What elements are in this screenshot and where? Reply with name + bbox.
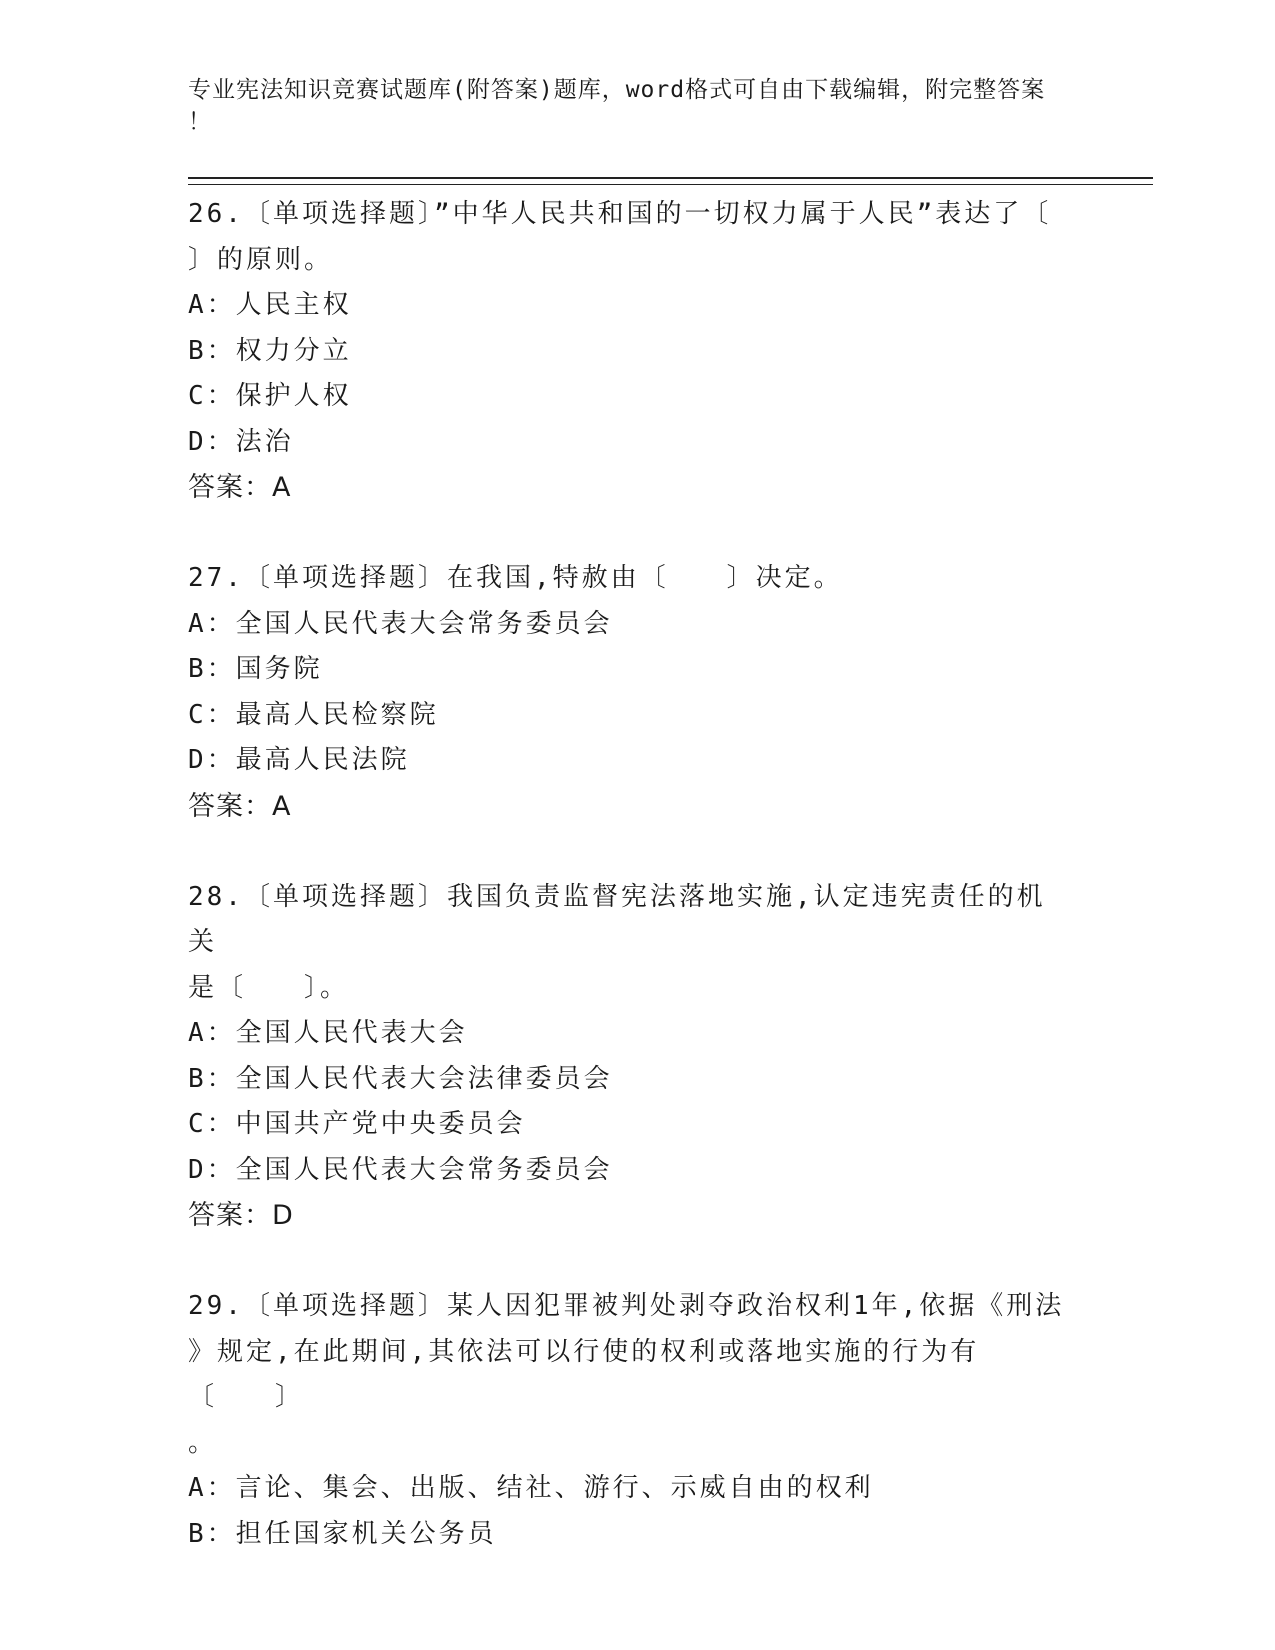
question-stem-line: 29.〔单项选择题〕某人因犯罪被判处剥夺政治权利1年,依据《刑法 [188,1291,1065,1321]
option-b: B：全国人民代表大会法律委员会 [188,1063,613,1094]
option-d: D：法治 [188,426,294,457]
question-stem-line: 〕的原则。 [188,244,334,275]
question-list [188,192,1068,1557]
question-spacer [188,511,1068,557]
option-a: A：全国人民代表大会常务委员会 [188,608,613,639]
answer-line: 答案：A [188,472,292,503]
option-c: C：最高人民检察院 [188,699,439,730]
option-d: D：全国人民代表大会常务委员会 [188,1154,613,1185]
option-b: B：国务院 [188,654,323,684]
option-a: A：人民主权 [188,290,352,320]
option-b: B：权力分立 [188,335,352,366]
header-divider-thin [188,184,1153,185]
question-26 [188,192,1068,511]
question-stem-line: 28.〔单项选择题〕我国负责监督宪法落地实施,认定违宪责任的机关 [188,881,1046,957]
answer-line: 答案：A [188,790,292,822]
option-c: C：中国共产党中央委员会 [188,1109,526,1139]
option-b: B：担任国家机关公务员 [188,1518,497,1549]
option-c: C：保护人权 [188,381,352,411]
answer-line: 答案：D [188,1200,294,1231]
question-stem-line: 26.〔单项选择题〕”中华人民共和国的一切权力属于人民”表达了〔 [188,199,1052,229]
question-stem-line: 。 [188,1427,218,1458]
question-27 [188,556,1068,829]
option-a: A：全国人民代表大会 [188,1018,468,1048]
document-header [188,74,1068,138]
question-stem-line: 27.〔单项选择题〕在我国,特赦由〔 〕决定。 [188,563,843,593]
question-spacer [188,1239,1068,1285]
question-28 [188,875,1068,1239]
question-29 [188,1284,1068,1557]
option-d: D：最高人民法院 [188,745,410,775]
header-title-continuation: ！ [188,109,212,135]
question-stem-line: 是〔 〕。 [188,972,350,1003]
header-divider-thick [188,177,1153,179]
option-a: A：言论、集会、出版、结社、游行、示威自由的权利 [188,1473,874,1503]
header-title-line: 专业宪法知识竞赛试题库(附答案)题库，word格式可自由下载编辑，附完整答案 [188,77,1046,103]
question-stem-line: 》规定,在此期间,其依法可以行使的权利或落地实施的行为有〔 〕 [188,1336,980,1412]
question-spacer [188,829,1068,875]
